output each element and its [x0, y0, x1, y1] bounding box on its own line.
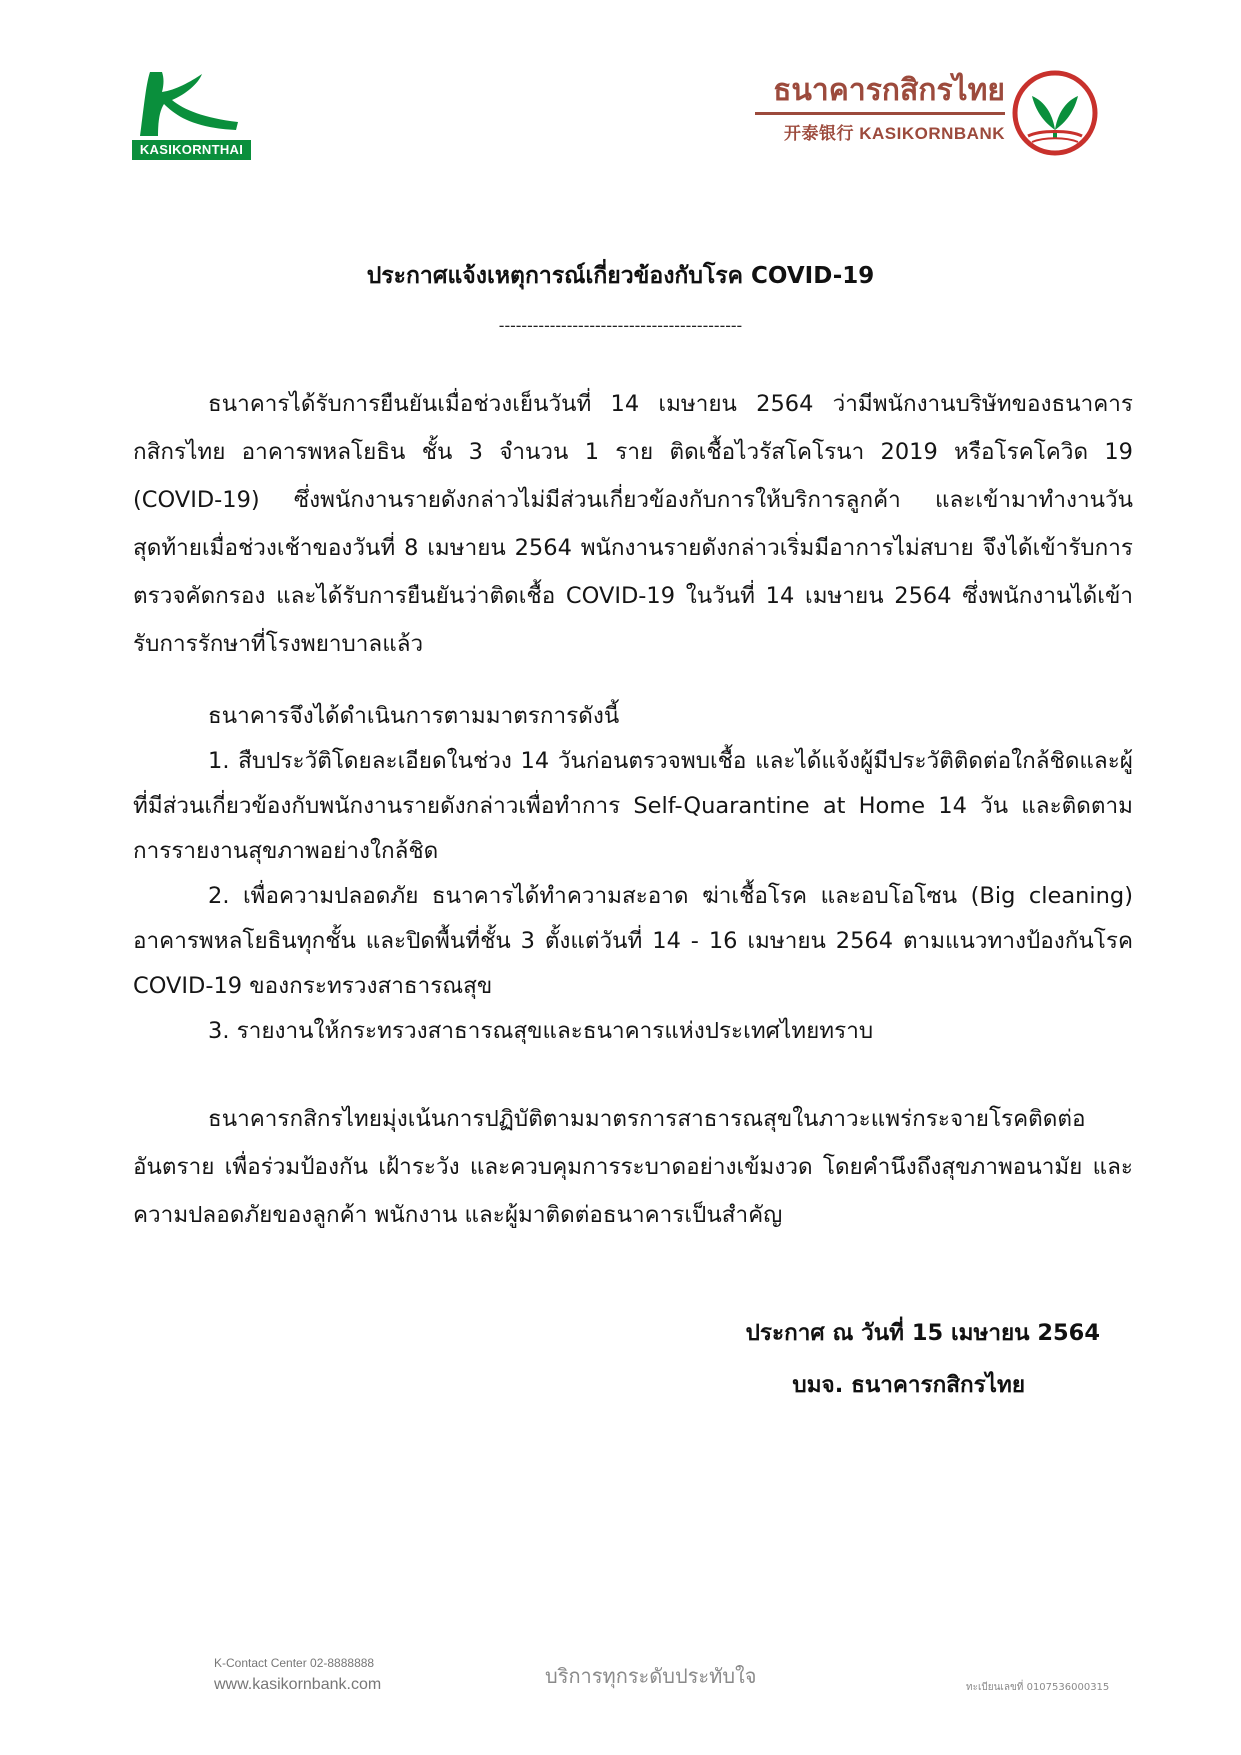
measures-intro-text: ธนาคารจึงได้ดำเนินการตามมาตรการดังนี้ [208, 703, 620, 729]
announce-date: ประกาศ ณ วันที่ 15 เมษายน 2564 [745, 1320, 1100, 1346]
measures-intro [133, 694, 1133, 739]
paragraph-closing-text: ธนาคารกสิกรไทยมุ่งเน้นการปฏิบัติตามมาตรการสาธารณสุขในภาวะแพร่กระจายโรคติดต่ออันตราย เพื่อร่วมป้องกัน เฝ้าระวัง และควบคุมการระบาดอย่างเข้มงวด โดยคำนึงถึงสุขภาพอนามัย และความปลอดภัยของลูกค้า พนักงาน และผู้มาติดต่อธนาคารเป็นสำคัญ [133, 1106, 1133, 1228]
measure-item-3-text: 3. รายงานให้กระทรวงสาธารณสุขและธนาคารแห่งประเทศไทยทราบ [208, 1018, 874, 1044]
paragraph-incident [133, 380, 1133, 668]
measure-item-3 [133, 1009, 1133, 1054]
measure-item-2-text: 2. เพื่อความปลอดภัย ธนาคารได้ทำความสะอาด ฆ่าเชื้อโรค และอบโอโซน (Big cleaning) อาคารพหลโยธินทุกชั้น และปิดพื้นที่ชั้น 3 ตั้งแต่วันที่ 14 - 16 เมษายน 2564 ตามแนวทางป้องกันโรค COVID-19 ของกระทรวงสาธารณสุข [133, 883, 1133, 999]
kasikornthai-badge: KASIKORNTHAI [132, 140, 251, 160]
measure-item-2 [133, 874, 1133, 1009]
kasikornthai-logo [132, 70, 258, 160]
registration-number: ทะเบียนเลขที่ 0107536000315 [966, 1682, 1110, 1693]
kasikornbank-thai-name: ธนาคารกสิกรไทย [773, 73, 1005, 108]
paragraph-incident-text: ธนาคารได้รับการยืนยันเมื่อช่วงเย็นวันที่ 14 เมษายน 2564 ว่ามีพนักงานบริษัทของธนาคารกสิกรไทย อาคารพหลโยธิน ชั้น 3 จำนวน 1 ราย ติดเชื้อไวรัสโคโรนา 2019 หรือโรคโควิด 19 (COVID-19) ซึ่งพนักงานรายดังกล่าวไม่มีส่วนเกี่ยวข้องกับการให้บริการลูกค้า และเข้ามาทำงานวันสุดท้ายเมื่อช่วงเช้าของวันที่ 8 เมษายน 2564 พนักงานรายดังกล่าวเริ่มมีอาการไม่สบาย จึงได้เข้ารับการตรวจคัดกรอง และได้รับการยืนยันว่าติดเชื้อ COVID-19 ในวันที่ 14 เมษายน 2564 ซึ่งพนักงานได้เข้ารับการรักษาที่โรงพยาบาลแล้ว [133, 391, 1133, 657]
kasikornbank-logo-text [755, 72, 1005, 144]
title-separator: ------------------------------------------- [498, 316, 743, 335]
document-title: ประกาศแจ้งเหตุการณ์เกี่ยวข้องกับโรค COVID-19 [366, 263, 875, 289]
website-link[interactable]: www.kasikornbank.com [214, 1676, 382, 1693]
signatory: บมจ. ธนาคารกสิกรไทย [792, 1372, 1025, 1398]
measure-item-1-text: 1. สืบประวัติโดยละเอียดในช่วง 14 วันก่อนตรวจพบเชื้อ และได้แจ้งผู้มีประวัติติดต่อใกล้ชิดและผู้ที่มีส่วนเกี่ยวข้องกับพนักงานรายดังกล่าวเพื่อทำการ Self-Quarantine at Home 14 วัน และติดตามการรายงานสุขภาพอย่างใกล้ชิด [133, 748, 1133, 864]
measure-item-1 [133, 739, 1133, 874]
contact-center: K-Contact Center 02-8888888 [214, 1656, 375, 1670]
kasikornbank-seal-icon [1010, 68, 1100, 158]
footer-contact [214, 1654, 381, 1698]
logo-divider [755, 112, 1005, 115]
k-letter-icon [132, 70, 258, 142]
paragraph-closing [133, 1095, 1133, 1239]
kasikornbank-english-name: 开泰银行 KASIKORNBANK [784, 124, 1005, 143]
footer-slogan: บริการทุกระดับประทับใจ [545, 1664, 757, 1688]
